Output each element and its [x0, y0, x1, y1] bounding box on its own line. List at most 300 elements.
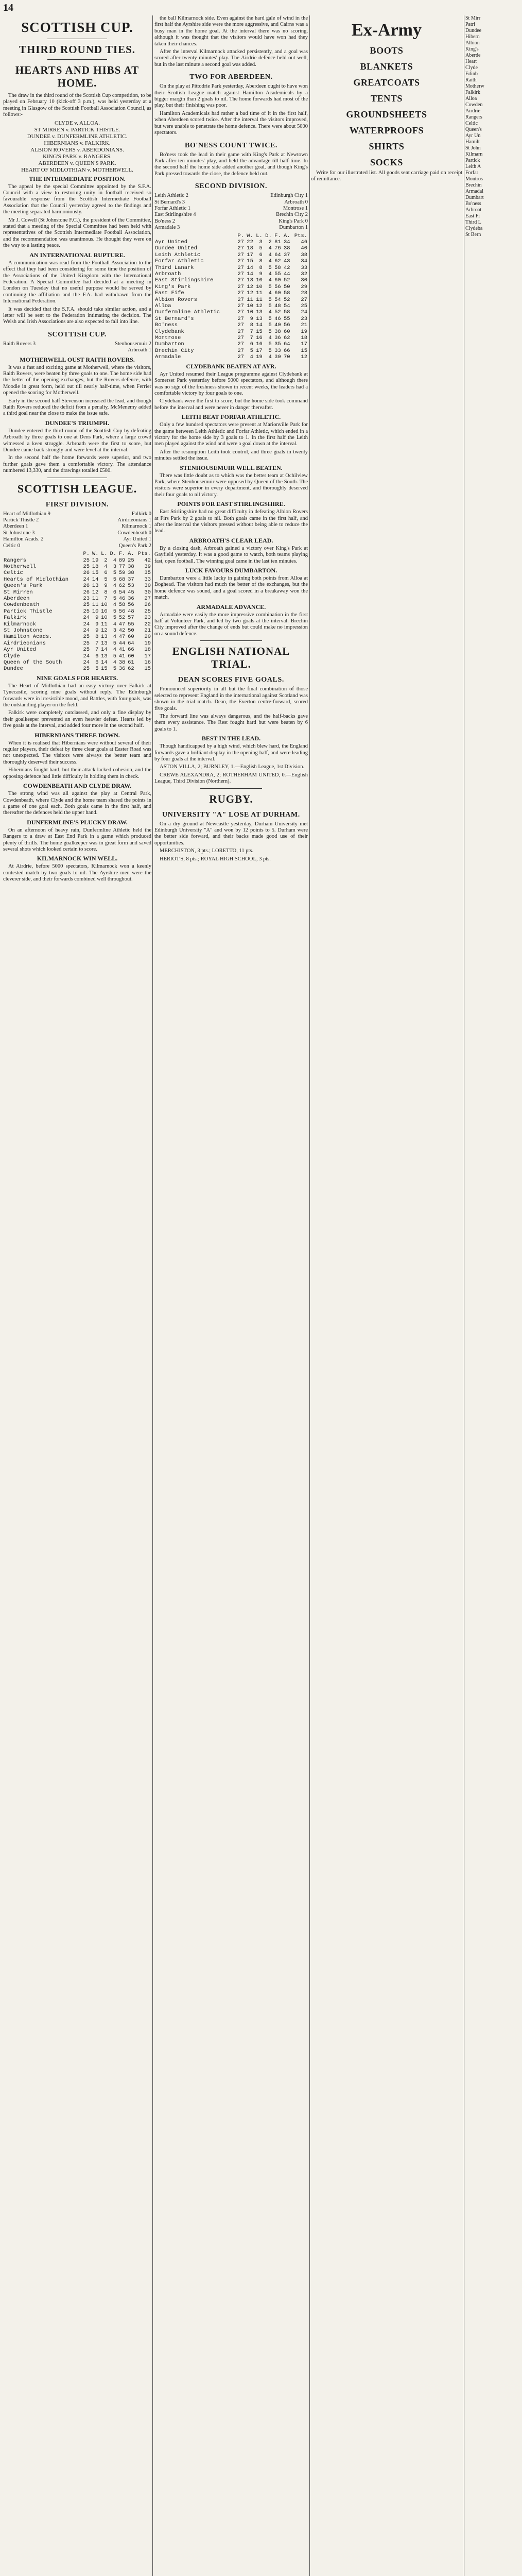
stat-cell: 50	[283, 283, 290, 290]
table-row	[154, 322, 308, 328]
stat-cell: 27	[237, 239, 244, 245]
column-header: F.	[274, 232, 281, 239]
stat-cell: 11	[92, 602, 99, 608]
team-name: Aberdeen	[4, 595, 30, 602]
text-fragment: Forfar	[465, 170, 478, 176]
stat-cell: 89	[118, 557, 126, 564]
stat-cell: 62	[118, 583, 126, 589]
stat-cell: 58	[283, 309, 290, 316]
advert-item: SHIRTS	[369, 141, 405, 151]
team-name: Airdrieonians	[4, 640, 46, 647]
draw-tie: DUNDEE v. DUNFERMLINE ATHLETIC.	[27, 133, 128, 140]
team-name: Albion Rovers	[155, 296, 197, 303]
article-body	[154, 686, 308, 733]
stat-cell: 39	[144, 563, 151, 570]
stat-cell: 25	[83, 640, 90, 647]
paragraph: There was little doubt as to which was the better team at Ochilview Park, where Stenhousemuir were opposed by Queen of the South. The visitors were superior in every department, and thoroughly deserved their four goals to nil victory.	[154, 472, 308, 498]
stat-cell: 12	[101, 627, 108, 634]
away-team: Arbroath 1	[128, 347, 151, 353]
team-name: Forfar Athletic	[155, 258, 204, 265]
stat-cell: 27	[237, 341, 244, 348]
stat-cell: 27	[237, 303, 244, 310]
stat-cell: 30	[144, 583, 151, 589]
stat-cell: 4	[268, 277, 272, 284]
stat-cell: 38	[274, 328, 281, 335]
text-fragment: Brechin	[465, 182, 482, 188]
stat-cell: 60	[128, 653, 134, 659]
table-row	[3, 615, 151, 621]
advert-text: Write for our illustrated list. All goods sent carriage paid on receipt of remittance.	[311, 170, 462, 182]
stat-cell: 8	[259, 264, 263, 271]
stat-cell: 9	[250, 315, 253, 322]
article-heading: ARBROATH'S CLEAR LEAD.	[189, 536, 273, 544]
article-body	[154, 546, 308, 565]
stat-cell: 5	[104, 576, 108, 583]
stat-cell: 15	[301, 347, 307, 354]
away-team: Arbroath 0	[284, 199, 308, 205]
result-row	[3, 517, 151, 523]
text-fragment: Clydeba	[465, 226, 483, 231]
stat-cell: 27	[237, 258, 244, 265]
table-row	[154, 290, 308, 296]
stat-cell: 15	[144, 666, 151, 672]
stat-cell: 33	[144, 576, 151, 583]
stat-cell: 27	[237, 296, 244, 303]
text-fragment: Armadal	[465, 189, 483, 194]
team-name: Dundee	[4, 666, 23, 672]
stat-cell: 58	[118, 602, 126, 608]
stat-cell: 46	[274, 315, 281, 322]
stat-cell: 11	[256, 296, 263, 303]
column-header: D.	[110, 551, 117, 557]
table-row	[154, 329, 308, 335]
text-fragment: Rangers	[465, 114, 482, 120]
table-row	[3, 659, 151, 666]
stat-cell: 27	[237, 315, 244, 322]
table-row	[3, 621, 151, 628]
stat-cell: 25	[128, 557, 134, 564]
article-body	[154, 83, 308, 136]
stat-cell: 26	[83, 570, 90, 577]
text-fragment: Motherw	[465, 83, 484, 89]
column-header: L.	[256, 232, 263, 239]
stat-cell: 11	[92, 595, 99, 602]
stat-cell: 62	[283, 335, 290, 342]
stat-cell: 10	[247, 309, 253, 316]
stat-cell: 35	[144, 570, 151, 577]
advert-items	[311, 45, 462, 168]
stat-cell: 8	[250, 322, 253, 329]
table-row	[154, 348, 308, 354]
advert-item: GROUNDSHEETS	[346, 109, 427, 120]
table-row	[3, 653, 151, 659]
result-row	[3, 530, 151, 536]
stat-cell: 12	[247, 290, 253, 297]
advert-item: SOCKS	[370, 157, 404, 167]
away-team: Stenhousemuir 2	[115, 341, 151, 347]
article-heading: CLYDEBANK BEATEN AT AYR.	[186, 362, 276, 370]
paragraph: A communication was read from the Football Association to the effect that they had been considering for some time the position of the Associations of the United Kingdom with the International Federation. A Special Committee had decided at a meeting in London on Tuesday that no useful purpose would be served by continuing the affiliation and the F.A. had withdrawn from the International Federation.	[3, 260, 151, 304]
stat-cell: 27	[237, 264, 244, 271]
column-2	[154, 15, 308, 2576]
column-3	[311, 15, 462, 2576]
team-name: Hearts of Midlothian	[4, 576, 69, 583]
stat-cell: 40	[274, 322, 281, 329]
stat-cell: 5	[268, 315, 272, 322]
stat-cell: 35	[274, 341, 281, 348]
stat-cell: 5	[268, 341, 272, 348]
text-fragment: Cowden	[465, 102, 483, 108]
stat-cell: 5	[268, 347, 272, 354]
team-name: Clydebank	[155, 328, 184, 335]
paragraph: The appeal by the special Committee appointed by the S.F.A. Council with a view to restoring unity in football received so favourable response from the Scottish Intermediate Football Association that the Council yesterday agreed to the findings and the meeting separated harmoniously.	[3, 183, 151, 215]
stat-cell: 22	[247, 239, 253, 245]
stat-cell: 15	[92, 570, 99, 577]
stat-cell: 58	[283, 290, 290, 297]
article-body	[154, 509, 308, 535]
table-row	[3, 634, 151, 640]
stat-cell: 3	[113, 563, 117, 570]
stat-cell: 4	[268, 245, 272, 252]
stat-cell: 4	[268, 258, 272, 265]
table-row	[3, 557, 151, 564]
first-division-table	[3, 551, 151, 672]
stat-cell: 6	[259, 251, 263, 258]
table-row	[154, 335, 308, 341]
text-fragment: East Fi	[465, 213, 480, 219]
stat-cell: 42	[118, 627, 126, 634]
stat-cell: 4	[113, 583, 117, 589]
paragraph: Clydebank were the first to score, but the home side took command before the interval and were never in danger thereafter.	[154, 398, 308, 411]
stat-cell: 4	[113, 557, 117, 564]
paragraph: Pronounced superiority in all but the final combination of those selected to represent England in the international against Scotland was shown in the trial match. Dean, the Everton centre-forward, scored five goals.	[154, 686, 308, 711]
table-row	[3, 602, 151, 608]
column-header: P.	[237, 232, 244, 239]
advert-item: WATERPROOFS	[349, 125, 424, 135]
stat-cell: 18	[92, 563, 99, 570]
paragraph: HERIOT'S, 8 pts.; ROYAL HIGH SCHOOL, 3 pts.	[160, 856, 271, 862]
stat-cell: 5	[95, 666, 99, 672]
headline: HEARTS AND HIBS AT HOME.	[15, 64, 140, 89]
stat-cell: 38	[283, 245, 290, 252]
stat-cell: 36	[128, 595, 134, 602]
team-name: Kilmarnock	[4, 621, 37, 628]
stat-cell: 14	[247, 271, 253, 277]
table-row	[3, 608, 151, 615]
text-fragment: Hibern	[465, 34, 480, 40]
stat-cell: 30	[301, 277, 307, 284]
article-heading: MOTHERWELL OUST RAITH ROVERS.	[20, 355, 135, 363]
text-fragment: Patri	[465, 22, 475, 27]
paragraph: After the resumption Leith took control, and three goals in twenty minutes settled the issue.	[154, 449, 308, 462]
away-team: Dumbarton 1	[279, 225, 308, 231]
stat-cell: 10	[101, 602, 108, 608]
article-body	[154, 821, 308, 862]
stat-cell: 8	[104, 589, 108, 596]
home-team: Celtic 0	[3, 543, 20, 549]
stat-cell: 12	[92, 589, 99, 596]
article-heading: POINTS FOR EAST STIRLINGSHIRE.	[177, 500, 285, 508]
stat-cell: 17	[144, 653, 151, 659]
column-header: D.	[265, 232, 272, 239]
team-name: Motherwell	[4, 563, 37, 570]
text-fragment: Albion	[465, 40, 480, 46]
first-division-results	[3, 511, 151, 549]
paragraph: Hamilton Academicals had rather a bad time of it in the first half, when Aberdeen scored twice. After the interval the visitors improved, but were unable to penetrate the home defence. There were about 5000 spectators.	[154, 110, 308, 136]
table-row	[3, 666, 151, 672]
stat-cell: 5	[113, 615, 117, 621]
team-name: East Fife	[155, 290, 184, 297]
section-heading: SCOTTISH CUP.	[48, 330, 107, 338]
draw-tie: HIBERNIANS v. FALKIRK.	[44, 140, 111, 146]
paragraph: the ball Kilmarnock side. Even against the hard gale of wind in the first half the Ayrshire side were the more aggressive, and Cairns was a busy man in the home goal. At the interval there was no scoring, although it was thought that the visitors would have won had they taken their chances.	[154, 15, 308, 47]
stat-cell: 5	[268, 328, 272, 335]
article-heading: TWO FOR ABERDEEN.	[189, 73, 273, 81]
stat-cell: 27	[237, 283, 244, 290]
column-header: W.	[92, 551, 99, 557]
stat-cell: 68	[118, 576, 126, 583]
stat-cell: 16	[256, 335, 263, 342]
stat-cell: 46	[118, 595, 126, 602]
stat-cell: 62	[274, 258, 281, 265]
stat-cell: 22	[144, 621, 151, 628]
stat-cell: 19	[301, 328, 307, 335]
team-name: Celtic	[4, 570, 23, 577]
stat-cell: 52	[283, 277, 290, 284]
subheading: DEAN SCORES FIVE GOALS.	[178, 676, 284, 684]
result-row	[3, 543, 151, 549]
stat-cell: 81	[274, 239, 281, 245]
stat-cell: 40	[301, 245, 307, 252]
stat-cell: 13	[101, 653, 108, 659]
table-row	[3, 647, 151, 653]
paragraph: After the interval Kilmarnock attacked persistently, and a goal was scored after twenty minutes' play. The Airdrie defence held out well, but in the last minute a second goal was added.	[154, 49, 308, 67]
column-header: L.	[101, 551, 108, 557]
team-name: Queen's Park	[4, 583, 43, 589]
stat-cell: 25	[83, 602, 90, 608]
stat-cell: 10	[101, 608, 108, 615]
stat-cell: 16	[144, 659, 151, 666]
stat-cell: 48	[128, 608, 134, 615]
team-name: Cowdenbeath	[4, 602, 40, 608]
stat-cell: 26	[83, 589, 90, 596]
stat-cell: 64	[283, 341, 290, 348]
stat-cell: 44	[118, 640, 126, 647]
stat-cell: 50	[128, 627, 134, 634]
stat-cell: 76	[274, 245, 281, 252]
away-team: Cowdenbeath 0	[117, 530, 151, 536]
text-fragment: Arbroat	[465, 207, 482, 213]
draw-intro: The draw in the third round of the Scottish Cup competition, to be played on February 10 (kick-off 3 p.m.), was held yesterday at a meeting in Glasgow of the Scottish Football Association Council, as follows:-	[3, 93, 151, 118]
stat-cell: 29	[301, 283, 307, 290]
column-header: Pts.	[137, 551, 151, 557]
table-row	[154, 245, 308, 251]
table-row	[154, 258, 308, 264]
text-fragment: Raith	[465, 77, 477, 83]
stat-cell: 56	[274, 283, 281, 290]
stat-cell: 58	[274, 264, 281, 271]
paragraph: Armadale were easily the more impressive combination in the first half at Volunteer Park, and led by two goals at the interval. Brechin City improved after the change of ends but could make no impression on a sound defence.	[154, 612, 308, 637]
division-heading: FIRST DIVISION.	[45, 500, 109, 509]
table-row	[3, 640, 151, 647]
stat-cell: 56	[283, 322, 290, 329]
article-body	[154, 371, 308, 411]
team-name: Ayr United	[155, 239, 188, 245]
column-header: A.	[283, 232, 290, 239]
stat-cell: 37	[283, 251, 290, 258]
stat-cell: 2	[104, 557, 108, 564]
article-heading: AN INTERNATIONAL RUPTURE.	[29, 251, 125, 259]
section-title: SCOTTISH CUP.	[21, 20, 133, 35]
article-heading: LUCK FAVOURS DUMBARTON.	[185, 567, 277, 574]
draw-tie: KING'S PARK v. RANGERS.	[43, 153, 112, 160]
stat-cell: 33	[274, 347, 281, 354]
table-header	[154, 233, 308, 239]
cup-results	[3, 341, 151, 354]
stat-cell: 24	[83, 653, 90, 659]
stat-cell: 41	[118, 653, 126, 659]
away-team: Kilmarnock 1	[121, 523, 151, 530]
article-body	[3, 184, 151, 249]
article-heading: LEITH BEAT FORFAR ATHLETIC.	[181, 413, 281, 421]
stat-cell: 8	[259, 258, 263, 265]
text-fragment: Queen's	[465, 127, 482, 132]
result-row	[3, 523, 151, 530]
stat-cell: 56	[128, 602, 134, 608]
text-fragment: Bo'ness	[465, 201, 481, 207]
team-name: Dundee United	[155, 245, 197, 252]
stat-cell: 59	[118, 570, 126, 577]
team-name: Leith Athletic	[155, 251, 201, 258]
stat-cell: 19	[144, 640, 151, 647]
stat-cell: 9	[95, 615, 99, 621]
stat-cell: 7	[250, 335, 253, 342]
stat-cell: 55	[274, 271, 281, 277]
stat-cell: 23	[301, 315, 307, 322]
away-team: Edinburgh City 1	[270, 193, 308, 199]
away-team: Ayr United 1	[123, 536, 151, 543]
table-row	[154, 252, 308, 258]
article-body	[3, 428, 151, 474]
stat-cell: 38	[301, 251, 307, 258]
stat-cell: 27	[237, 309, 244, 316]
paragraph: On a dry ground at Newcastle yesterday, Durham University met Edinburgh University "A" and won by 12 points to 5. Durham were the better side forward, and their backs made good use of their opportunities.	[154, 821, 308, 846]
stat-cell: 17	[301, 341, 307, 348]
paragraph: Mr J. Cowell (St Johnstone F.C.), the president of the Committee, stated that a meeting of the Special Committee had been held with representatives of the Scottish Intermediate Football Association, and the recommendation was unanimous. He thought they were on the way to a lasting peace.	[3, 217, 151, 249]
article-body	[154, 743, 308, 762]
stat-cell: 26	[144, 602, 151, 608]
stat-cell: 33	[301, 264, 307, 271]
away-team: King's Park 0	[279, 218, 308, 224]
stat-cell: 11	[256, 290, 263, 297]
article-body	[154, 152, 308, 178]
stat-cell: 10	[92, 608, 99, 615]
stat-cell: 5	[113, 640, 117, 647]
stat-cell: 10	[256, 277, 263, 284]
division-heading: SECOND DIVISION.	[195, 182, 268, 191]
stat-cell: 4	[113, 634, 117, 640]
column-header: P.	[83, 551, 90, 557]
stat-cell: 5	[113, 608, 117, 615]
stat-cell: 47	[118, 621, 126, 628]
home-team: Bo'ness 2	[154, 218, 176, 224]
result-row	[154, 212, 308, 218]
advert-title: Ex-Army	[352, 21, 422, 40]
text-fragment: Ayr Un	[465, 133, 481, 139]
stat-cell: 5	[268, 322, 272, 329]
paragraph: Bo'ness took the lead in their game with King's Park at Newtown Park after ten minutes' play, and held the advantage till half-time. In the second half the home side added another goal, and though King's Park pressed towards the close, the defence held out.	[154, 151, 308, 177]
article-heading: DUNDEE'S TRIUMPH.	[45, 419, 110, 427]
stat-cell: 6	[250, 341, 253, 348]
table-row	[3, 596, 151, 602]
stat-cell: 32	[301, 271, 307, 277]
team-name: St Bernard's	[155, 315, 194, 322]
stat-cell: 55	[128, 621, 134, 628]
stat-cell: 25	[83, 647, 90, 653]
home-team: Leith Athletic 2	[154, 193, 188, 199]
stat-cell: 28	[301, 290, 307, 297]
stat-cell: 18	[301, 335, 307, 342]
column-header: Pts.	[294, 232, 307, 239]
team-name: Armadale	[155, 354, 181, 361]
stat-cell: 6	[95, 659, 99, 666]
team-name: King's Park	[155, 283, 191, 290]
paragraph: Hibernians fought hard, but their attack lacked cohesion, and the opposing defence had little difficulty in holding them in check.	[3, 767, 151, 779]
table-row	[154, 265, 308, 271]
stat-cell: 34	[301, 258, 307, 265]
text-fragment: Alloa	[465, 96, 477, 101]
stat-cell: 15	[256, 328, 263, 335]
result-row	[154, 199, 308, 206]
paragraph: On an afternoon of heavy rain, Dunfermline Athletic held the Rangers to a draw at East End Park in a game which produced plenty of thrills. The home goalkeeper was in great form and saved several shots which looked certain to score.	[3, 827, 151, 852]
stat-cell: 38	[118, 659, 126, 666]
section-title: RUGBY.	[209, 792, 253, 805]
stat-cell: 42	[144, 557, 151, 564]
stat-cell: 66	[283, 347, 290, 354]
stat-cell: 27	[237, 245, 244, 252]
text-fragment: Falkirk	[465, 90, 480, 95]
stat-cell: 5	[113, 666, 117, 672]
article-heading: BO'NESS COUNT TWICE.	[185, 141, 277, 149]
stat-cell: 9	[104, 583, 108, 589]
stat-cell: 25	[83, 608, 90, 615]
article-body	[3, 683, 151, 730]
table-row	[3, 583, 151, 589]
stat-cell: 48	[274, 303, 281, 310]
paragraph: At Airdrie, before 5000 spectators, Kilmarnock won a keenly contested match by two goals to nil. The Ayrshire men were the cleverer side, and their forwards combined well throughout.	[3, 863, 151, 883]
team-name: Queen of the South	[4, 659, 62, 666]
away-team: Queen's Park 2	[118, 543, 151, 549]
draw-tie: CLYDE v. ALLOA.	[54, 120, 100, 126]
article-body	[154, 473, 308, 499]
article-body	[3, 740, 151, 780]
draw-ties-list	[3, 120, 151, 173]
stat-cell: 60	[274, 290, 281, 297]
table-row	[3, 570, 151, 576]
stat-cell: 27	[237, 251, 244, 258]
section-title: ENGLISH NATIONAL TRIAL.	[172, 645, 290, 671]
stat-cell: 77	[118, 563, 126, 570]
home-team: Forfar Athletic 1	[154, 205, 190, 211]
result-row	[3, 511, 151, 517]
stat-cell: 11	[101, 621, 108, 628]
stat-cell: 19	[256, 354, 263, 361]
stat-cell: 38	[128, 570, 134, 577]
article-heading: KILMARNOCK WIN WELL.	[37, 855, 118, 862]
team-name: Clyde	[4, 653, 20, 659]
stat-cell: 13	[256, 315, 263, 322]
stat-cell: 54	[283, 303, 290, 310]
